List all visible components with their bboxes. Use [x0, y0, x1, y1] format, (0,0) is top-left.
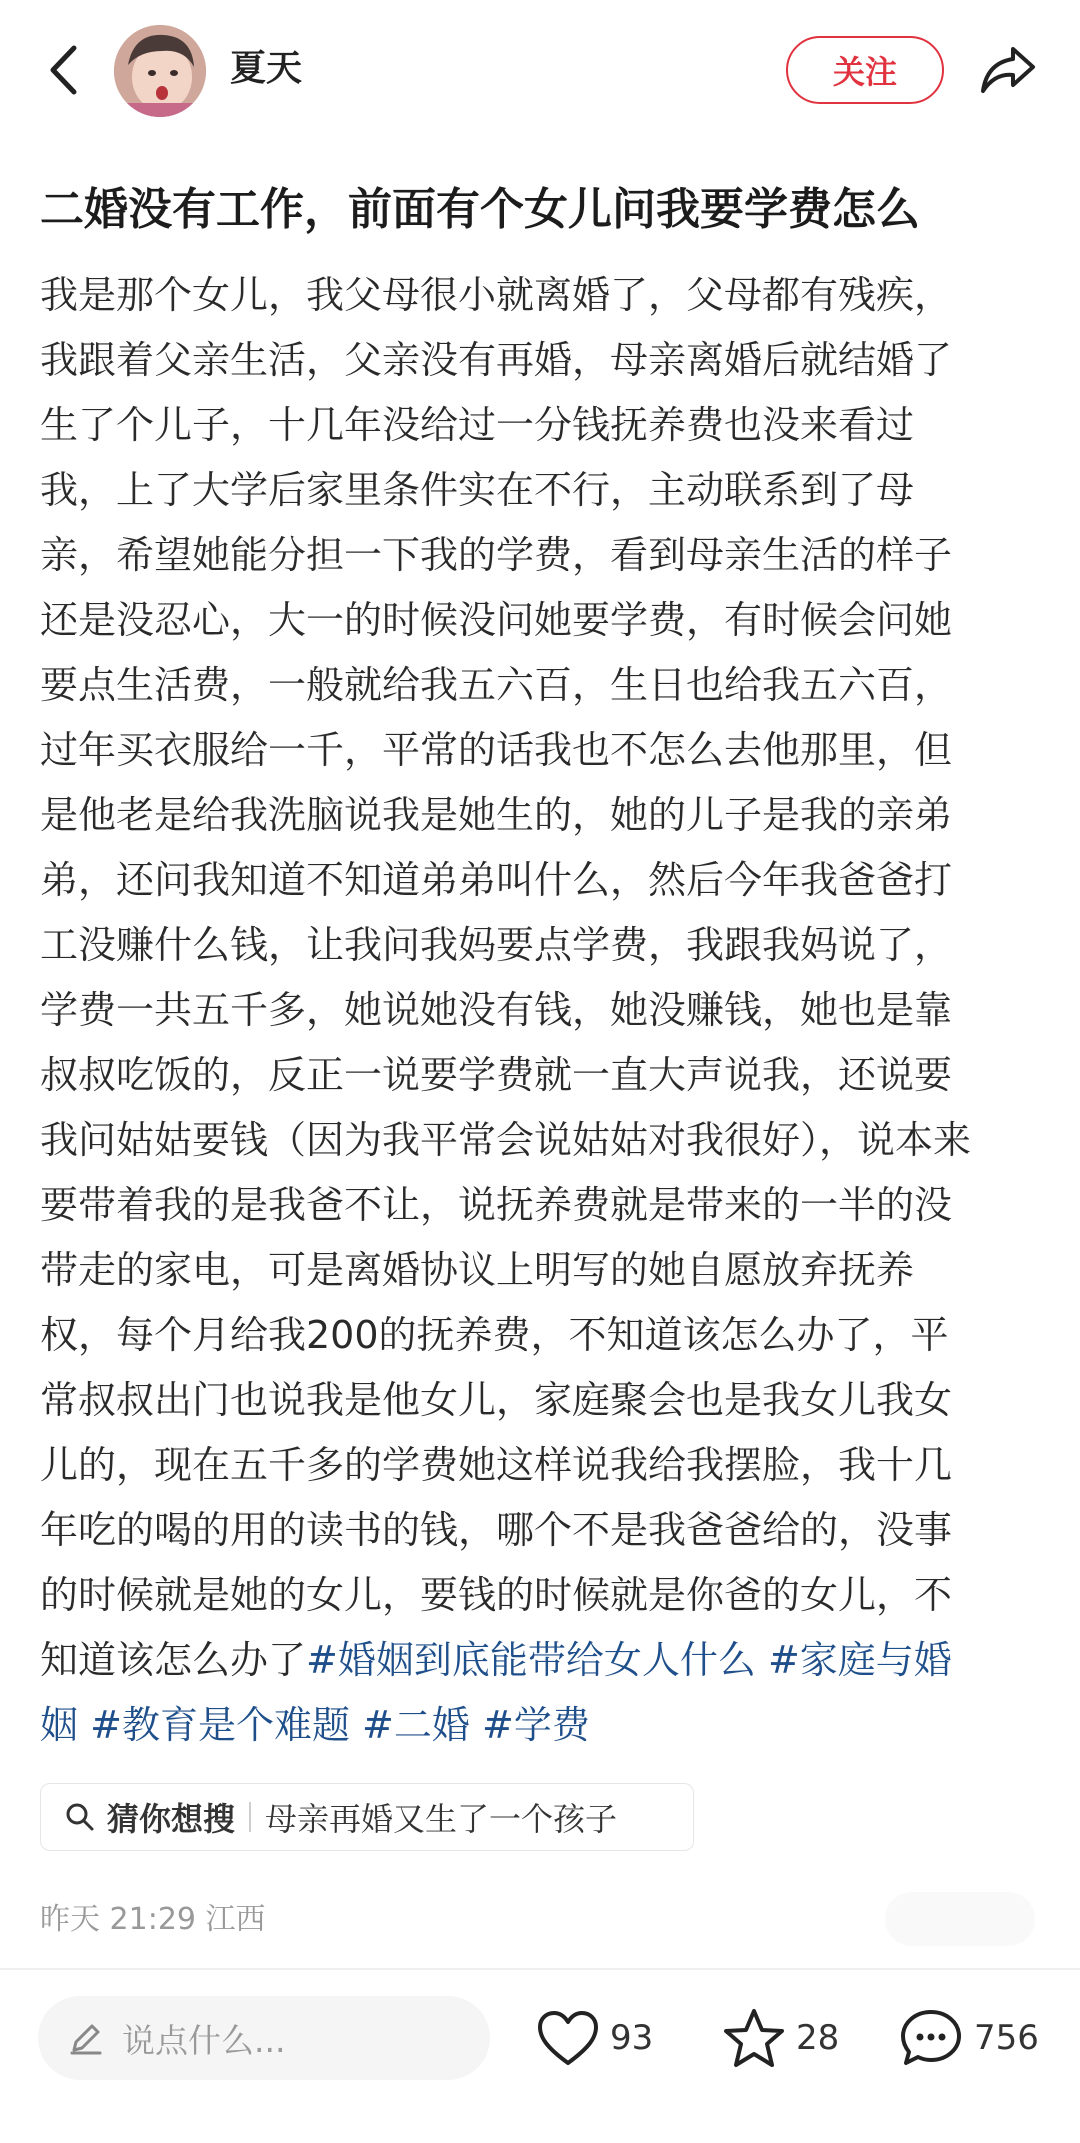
post-line: 的时候就是她的女儿，要钱的时候就是你爸的女儿，不: [40, 1573, 953, 1617]
post-line: 我问姑姑要钱（因为我平常会说姑姑对我很好），说本来: [40, 1118, 972, 1162]
search-icon: [61, 1798, 99, 1836]
collect-button[interactable]: [722, 2002, 839, 2074]
post-line: 生了个儿子，十几年没给过一分钱抚养费也没来看过: [40, 403, 915, 447]
post-line: 年吃的喝的用的读书的钱，哪个不是我爸爸给的，没事: [40, 1508, 953, 1552]
post-line: 要带着我的是我爸不让，说抚养费就是带来的一半的没: [40, 1183, 953, 1227]
post-line: 我跟着父亲生活，父亲没有再婚，母亲离婚后就结婚了: [40, 338, 953, 382]
username[interactable]: 夏天: [230, 48, 303, 89]
faded-pill: [885, 1892, 1035, 1946]
avatar-image: [114, 25, 206, 117]
post-line: [40, 1693, 1050, 1758]
comment-placeholder: 说点什么...: [122, 2020, 286, 2060]
like-button[interactable]: [536, 2002, 653, 2074]
post-line: 学费一共五千多，她说她没有钱，她没赚钱，她也是靠: [40, 988, 953, 1032]
post-text: 知道该怎么办了: [40, 1638, 307, 1682]
post-line: [40, 1628, 1050, 1693]
hashtag-link[interactable]: #教育是个难题: [90, 1703, 350, 1747]
comment-input[interactable]: [38, 1996, 490, 2080]
heart-icon: [536, 2009, 600, 2067]
post-line: 弟，还问我知道不知道弟弟叫什么，然后今年我爸爸打: [40, 858, 953, 902]
back-button[interactable]: [38, 38, 88, 102]
hashtag-link[interactable]: #家庭与婚: [767, 1638, 952, 1682]
share-icon: [979, 45, 1037, 95]
post-line: 还是没忍心，大一的时候没问她要学费，有时候会问她: [40, 598, 953, 642]
post-line: 儿的，现在五千多的学费她这样说我给我摆脸，我十几: [40, 1443, 953, 1487]
post-time-location: 昨天 21:29 江西: [40, 1902, 266, 1937]
hashtag-link[interactable]: #二婚: [362, 1703, 470, 1747]
follow-button[interactable]: 关注: [786, 36, 944, 104]
hashtag-link[interactable]: #学费: [481, 1703, 590, 1747]
post-line: 工没赚什么钱，让我问我妈要点学费，我跟我妈说了，: [40, 923, 953, 967]
star-icon: [722, 2007, 786, 2069]
post-title: 二婚没有工作，前面有个女儿问我要学费怎么: [40, 184, 920, 235]
comment-count: 756: [974, 2018, 1039, 2058]
post-line: 叔叔吃饭的，反正一说要学费就一直大声说我，还说要: [40, 1053, 953, 1097]
post-line: 权，每个月给我200的抚养费，不知道该怎么办了，平: [40, 1313, 949, 1357]
pencil-icon: [66, 2018, 106, 2058]
post-line: 是他老是给我洗脑说我是她生的，她的儿子是我的亲弟: [40, 793, 953, 837]
divider: [249, 1802, 251, 1832]
comment-bubble-icon: [898, 2007, 964, 2069]
suggestion-label: 猜你想搜: [107, 1800, 236, 1838]
post-line: 过年买衣服给一千，平常的话我也不怎么去他那里，但: [40, 728, 953, 772]
suggestion-query: 母亲再婚又生了一个孩子: [265, 1800, 618, 1838]
hashtag-link[interactable]: #婚姻到底能带给女人什么: [306, 1638, 756, 1682]
share-button[interactable]: [975, 38, 1041, 102]
hashtag-link[interactable]: 姻: [40, 1703, 79, 1747]
post-line: 我，上了大学后家里条件实在不行，主动联系到了母: [40, 468, 915, 512]
post-body: [40, 263, 1050, 1758]
top-bar: [0, 0, 1080, 140]
post-line: 我是那个女儿，我父母很小就离婚了，父母都有残疾，: [40, 273, 953, 317]
post-line: 要点生活费，一般就给我五六百，生日也给我五六百，: [40, 663, 953, 707]
avatar[interactable]: [114, 25, 206, 117]
post-line: 常叔叔出门也说我是他女儿，家庭聚会也是我女儿我女: [40, 1378, 953, 1422]
post-line: 带走的家电，可是离婚协议上明写的她自愿放弃抚养: [40, 1248, 915, 1292]
divider: [0, 1968, 1080, 1970]
post-line: 亲，希望她能分担一下我的学费，看到母亲生活的样子: [40, 533, 953, 577]
comment-button[interactable]: [898, 2002, 1039, 2074]
collect-count: 28: [796, 2018, 840, 2058]
like-count: 93: [610, 2018, 654, 2058]
search-suggestion[interactable]: [40, 1783, 694, 1851]
back-arrow-icon: [48, 44, 78, 96]
